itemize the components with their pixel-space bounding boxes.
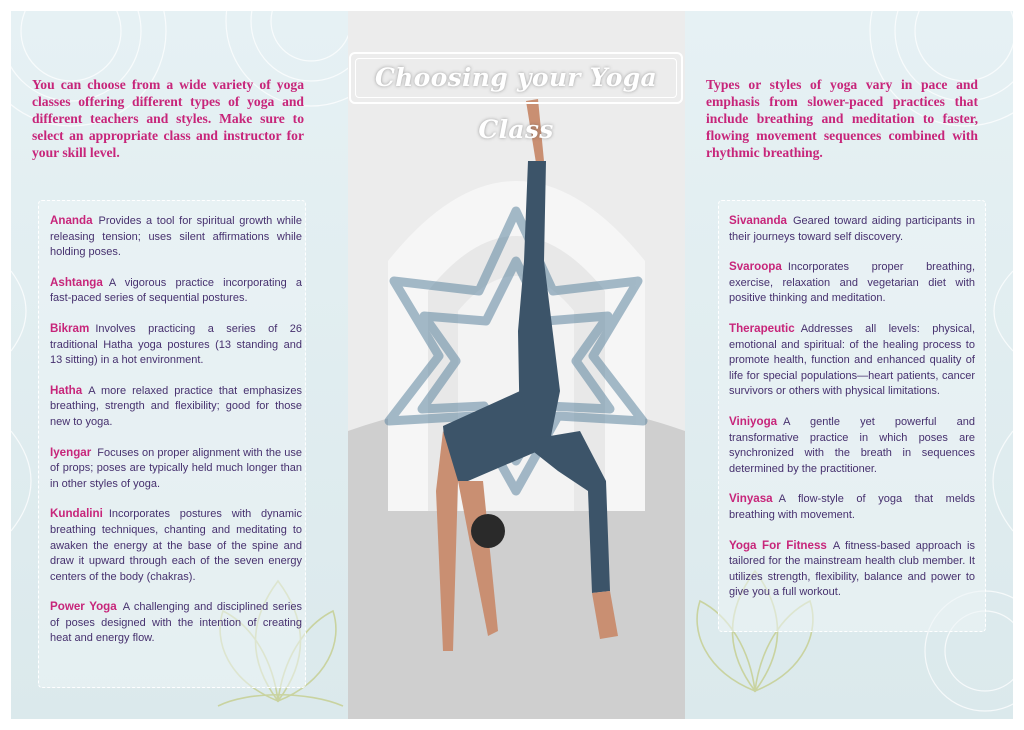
list-item <box>50 383 302 431</box>
style-name: Viniyoga <box>729 414 778 428</box>
list-item <box>50 213 302 261</box>
list-item <box>50 275 302 307</box>
left-intro-text: You can choose from a wide variety of yoga classes offering different types of yoga and different teachers and styles. Make sure to select an appropriate class and instructor for your skill level. <box>32 77 304 160</box>
style-description: Focuses on proper alignment with the use of props; poses are typically held much longer than in other styles of yoga. <box>50 446 302 490</box>
style-name: Ananda <box>50 214 93 227</box>
style-description: A challenging and disciplined series of poses designed with the intention of creating heat and energy flow. <box>50 601 302 645</box>
list-item <box>50 506 302 585</box>
style-description: Involves practicing a series of 26 traditional Hatha yoga postures (13 standing and 13 sitting) in a hot environment. <box>50 322 302 367</box>
style-description: A gentle yet powerful and transformative practice in which poses are synchronized with the breath in sequences determined by the practitioner. <box>729 415 975 475</box>
style-name: Vinyasa <box>729 492 773 506</box>
list-item <box>729 213 975 245</box>
list-item <box>729 259 975 307</box>
list-item <box>729 321 975 400</box>
style-description: A vigorous practice incorporating a fast-paced series of sequential postures. <box>50 276 302 305</box>
list-item <box>50 445 302 493</box>
style-description: A flow-style of yoga that melds breathing with movement. <box>729 493 975 521</box>
style-name: Sivananda <box>729 214 787 227</box>
style-name: Hatha <box>50 383 83 397</box>
style-name: Svaroopa <box>729 260 782 274</box>
style-name: Therapeutic <box>729 321 795 335</box>
style-name: Yoga For Fitness <box>729 538 827 552</box>
style-description: Incorporates postures with dynamic breathing techniques, chanting and meditating to awaken the energy at the base of the spine and draw it upward through each of the seven energy centers of the body (chakras). <box>50 508 302 583</box>
style-description: Geared toward aiding participants in their journeys toward self discovery. <box>729 215 975 243</box>
style-name: Iyengar <box>50 445 92 459</box>
style-name: Kundalini <box>50 507 103 521</box>
style-description: A more relaxed practice that emphasizes breathing, strength and flexibility; good for those new to yoga. <box>50 384 302 428</box>
list-item <box>729 491 975 523</box>
list-item <box>729 538 975 601</box>
left-styles-list <box>50 213 302 661</box>
page-title: Choosing your Yoga Class <box>374 63 658 144</box>
style-description: Addresses all levels: physical, emotional and spiritual: of the healing process to promote health, function and enhanced quality of life for special populations—heart patients, cancer survivors or others with physical limitations. <box>729 322 975 398</box>
right-intro-text: Types or styles of yoga vary in pace and emphasis from slower-paced practices that include breathing and meditation to faster, flowing movement sequences combined with rhythmic breathing. <box>706 77 978 160</box>
list-item <box>50 321 302 369</box>
style-description: Provides a tool for spiritual growth while releasing tension; uses silent affirmations while holding poses. <box>50 215 302 259</box>
right-styles-list <box>729 213 975 615</box>
style-name: Power Yoga <box>50 600 117 614</box>
style-name: Ashtanga <box>50 275 103 289</box>
list-item <box>729 414 975 477</box>
style-description: Incorporates proper breathing, exercise, relaxation and vegetarian diet with positive thinking and meditation. <box>729 261 975 305</box>
style-description: A fitness-based approach is tailored for the mainstream health club member. It utilizes strength, flexibility, balance and power to give you a full workout. <box>729 539 975 599</box>
style-name: Bikram <box>50 321 90 335</box>
list-item <box>50 599 302 647</box>
